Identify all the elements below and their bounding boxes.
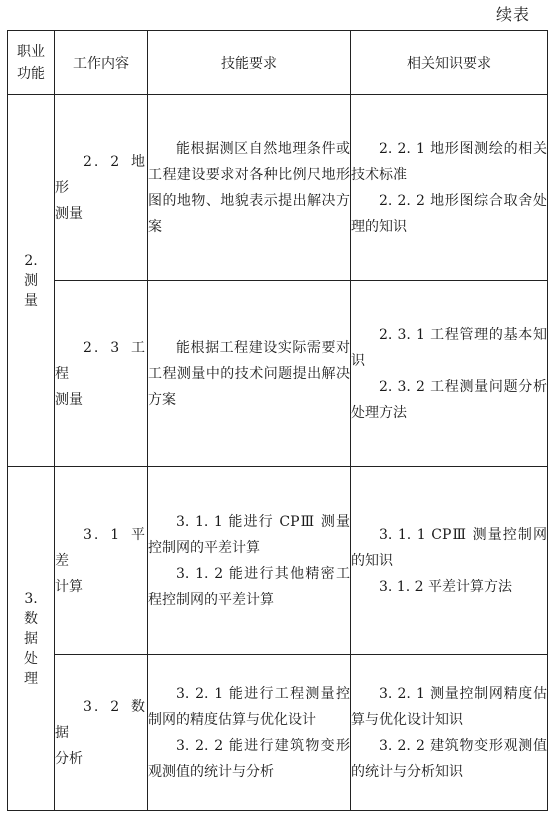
skill-item: 3. 2. 2 能进行建筑物变形观测值的统计与分析	[148, 737, 350, 780]
function-number: 2.	[24, 252, 38, 269]
work-content-cell	[55, 95, 148, 281]
work-content-line: 2. 2 地形	[55, 153, 147, 196]
function-char: 处	[24, 650, 38, 667]
work-content-line: 2. 3 工程	[55, 339, 147, 382]
table-row	[8, 655, 548, 811]
header-function	[8, 31, 55, 95]
work-content-line: 3. 1 平差	[55, 526, 147, 569]
knowledge-item: 2. 2. 2 地形图综合取舍处理的知识	[351, 192, 547, 235]
knowledge-item: 3. 1. 1 CPⅢ 测量控制网的知识	[351, 526, 547, 569]
knowledge-cell	[351, 467, 548, 655]
header-knowledge: 相关知识要求	[351, 31, 548, 95]
function-number: 3.	[24, 590, 38, 607]
knowledge-item: 3. 2. 1 测量控制网精度估算与优化设计知识	[351, 685, 547, 728]
work-content-line: 测量	[55, 205, 83, 222]
function-char: 量	[24, 292, 38, 309]
skill-item: 3. 1. 1 能进行 CPⅢ 测量控制网的平差计算	[148, 513, 350, 556]
function-cell-data-processing	[8, 467, 55, 811]
knowledge-item: 3. 2. 2 建筑物变形观测值的统计与分析知识	[351, 737, 547, 780]
knowledge-cell	[351, 95, 548, 281]
table-header-row	[8, 31, 548, 95]
knowledge-item: 2. 3. 2 工程测量问题分析处理方法	[351, 378, 547, 421]
knowledge-item: 3. 1. 2 平差计算方法	[379, 578, 512, 595]
work-content-cell	[55, 281, 148, 467]
work-content-line: 分析	[55, 750, 83, 767]
skill-cell	[148, 95, 351, 281]
work-content-line: 测量	[55, 391, 83, 408]
header-function-line-1: 职业	[17, 43, 45, 60]
knowledge-cell	[351, 655, 548, 811]
work-content-line: 计算	[55, 578, 83, 595]
skill-cell	[148, 467, 351, 655]
skill-cell	[148, 655, 351, 811]
skill-item: 能根据工程建设实际需要对工程测量中的技术问题提出解决方案	[148, 339, 350, 408]
function-char: 据	[24, 630, 38, 647]
header-function-line-2: 功能	[17, 65, 45, 82]
table-row	[8, 281, 548, 467]
table-row	[8, 467, 548, 655]
function-cell-surveying	[8, 95, 55, 467]
function-char: 测	[24, 272, 38, 289]
header-content: 工作内容	[55, 31, 148, 95]
skill-cell	[148, 281, 351, 467]
knowledge-item: 2. 2. 1 地形图测绘的相关技术标准	[351, 140, 547, 183]
work-content-cell	[55, 655, 148, 811]
function-char: 理	[24, 670, 38, 687]
knowledge-item: 2. 3. 1 工程管理的基本知识	[351, 326, 547, 369]
continued-table-label: 续表	[495, 5, 530, 24]
skill-item: 3. 2. 1 能进行工程测量控制网的精度估算与优化设计	[148, 685, 350, 728]
function-char: 数	[24, 610, 38, 627]
skill-item: 能根据测区自然地理条件或工程建设要求对各种比例尺地形图的地物、地貌表示提出解决方案	[148, 140, 350, 235]
header-skills: 技能要求	[148, 31, 351, 95]
knowledge-cell	[351, 281, 548, 467]
table-row	[8, 95, 548, 281]
work-content-cell	[55, 467, 148, 655]
occupational-skills-table	[7, 30, 548, 811]
skill-item: 3. 1. 2 能进行其他精密工程控制网的平差计算	[148, 565, 350, 608]
work-content-line: 3. 2 数据	[55, 698, 147, 741]
